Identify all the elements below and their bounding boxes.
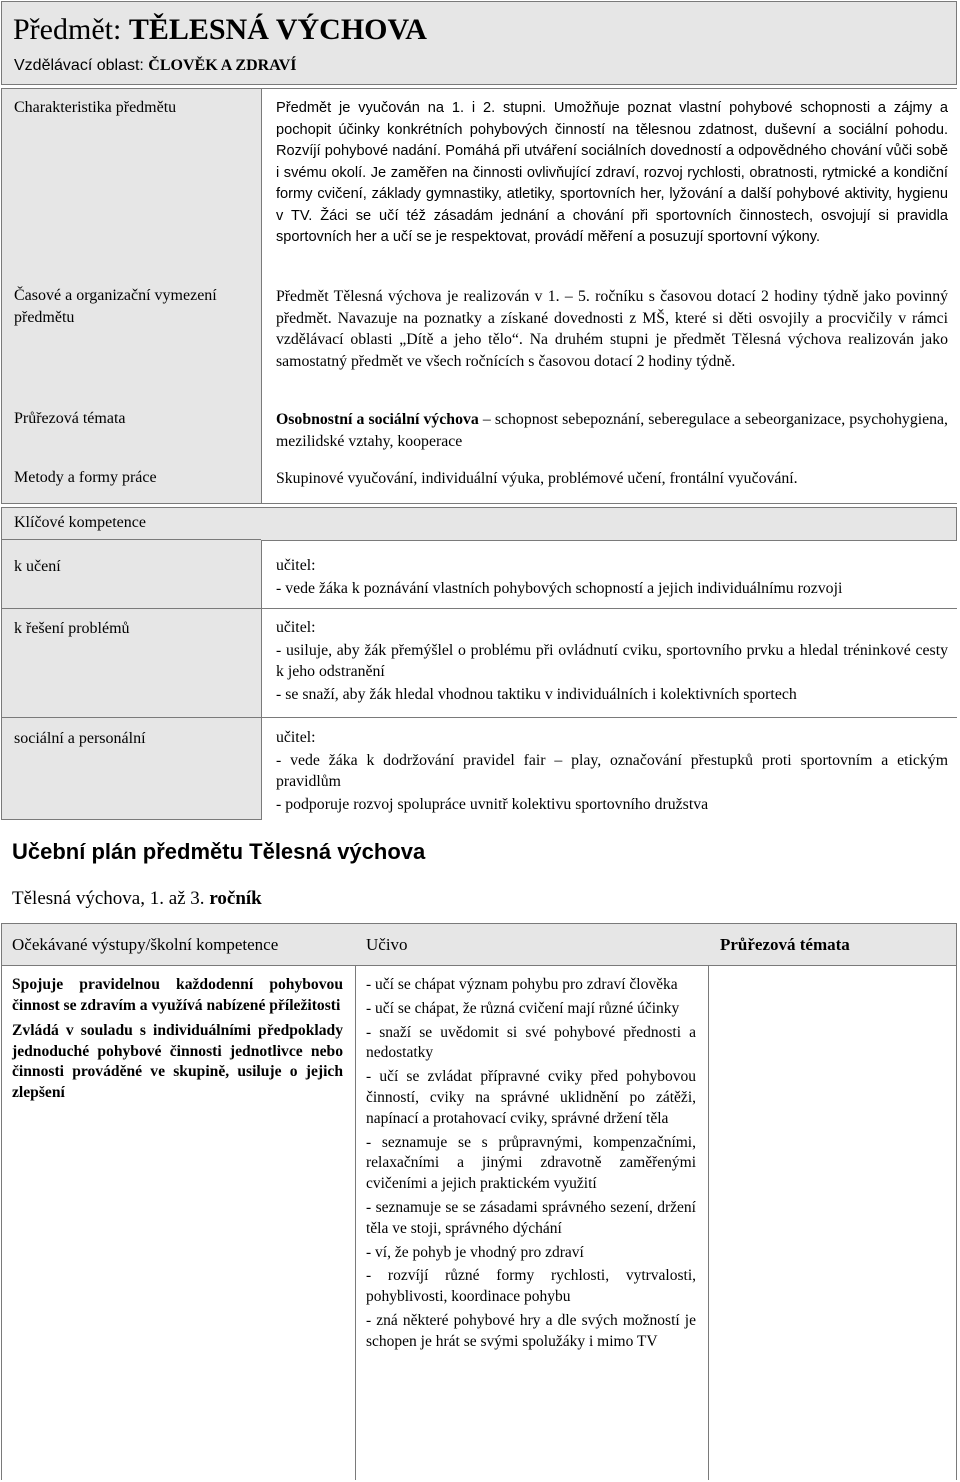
competence-item: - usiluje, aby žák přemýšlel o problému při ovládnutí cviku, sportovního prvku a hledal tréninkové cesty k jeho odstranění (276, 642, 948, 680)
content-item: - učí se chápat, že různá cvičení mají různé účinky (366, 999, 680, 1017)
content-item: - rozvíjí různé formy rychlosti, vytrvalosti, pohyblivosti, koordinace pohybu (366, 1267, 696, 1306)
plan-outputs (12, 975, 343, 1103)
output-item: Zvládá v souladu s individuálními předpoklady jednoduché pohybové činnosti jednotlivce nebo činnosti prováděné ve skupině, usiluje o jejich zlepšení (12, 1022, 343, 1101)
col-content-header: Učivo (366, 935, 408, 954)
competences-heading: Klíčové kompetence (14, 514, 146, 531)
competence-learning (276, 555, 948, 599)
content-item: - seznamuje se s průpravnými, kompenzačními, relaxačními a jinými zdravotně zaměřenými cvičeními a jejich praktickém využití (366, 1133, 696, 1193)
teacher-label: učitel: (276, 557, 316, 574)
content-item: - snaží se uvědomit si své pohybové přednosti a nedostatky (366, 1023, 696, 1062)
teacher-label: učitel: (276, 729, 316, 746)
cross-topics-label: Průřezová témata (14, 410, 126, 427)
content-item: - učí se zvládat přípravné cviky před pohybovou činností, cviky na správné uklidnění po zátěži, napínací a protahovací cviky, správné držení těla (366, 1068, 696, 1127)
methods-text: Skupinové vyučování, individuální výuka, problémové učení, frontální vyučování. (276, 470, 798, 487)
output-item: Spojuje pravidelnou každodenní pohybovou činnost se zdravím a využívá nabízené příležitosti (12, 976, 343, 1014)
characteristics-label: Charakteristika předmětu (14, 99, 177, 116)
content-item: - ví, že pohyb je vhodný pro zdraví (366, 1243, 584, 1261)
competence-name-social: sociální a personální (14, 730, 146, 747)
competence-item: - vede žáka k dodržování pravidel fair – play, označování přestupků proti sportovním a etickým pravidlům (276, 752, 948, 790)
content-item: - zná některé pohybové hry a dle svých možností je schopen je hrát se svými spolužáky i mimo TV (366, 1311, 696, 1350)
competence-item: - se snaží, aby žák hledal vhodnou taktiku v individuálních i kolektivních sportech (276, 686, 797, 703)
col-topics-header: Průřezová témata (720, 935, 850, 954)
content-item: - učí se chápat význam pohybu pro zdraví člověka (366, 976, 678, 993)
time-org-label: Časové a organizační vymezení předmětu (14, 287, 217, 326)
grade-heading: Tělesná výchova, 1. až 3. ročník (12, 888, 262, 909)
competence-item: - vede žáka k poznávání vlastních pohybových schopností a jejich individuálnímu rozvoji (276, 580, 843, 597)
subject-header (1, 1, 957, 85)
methods-label: Metody a formy práce (14, 469, 157, 486)
competence-social (276, 727, 948, 815)
subject-title: Předmět: TĚLESNÁ VÝCHOVA (13, 13, 427, 46)
time-org-text: Předmět Tělesná výchova je realizován v 1. – 5. ročníku s časovou dotací 2 hodiny týdně jako povinný předmět. Navazuje na poznatky a získané dovednosti z MŠ, které si děti osvojily a procvičily v rámci vzdělávací oblasti „Dítě a jeho tělo“. Na druhém stupni je předmět Tělesná výchova realizován jako samostatný předmět ve všech ročnících s časovou dotací 2 hodiny týdně. (276, 288, 948, 370)
col-outputs-header: Očekávané výstupy/školní kompetence (12, 935, 279, 954)
teacher-label: učitel: (276, 619, 316, 636)
subject-area: Vzdělávací oblast: ČLOVĚK A ZDRAVÍ (14, 57, 297, 74)
competence-name-problems: k řešení problémů (14, 620, 130, 637)
plan-content (366, 975, 696, 1356)
plan-heading: Učební plán předmětu Tělesná výchova (12, 839, 426, 864)
competence-name-learning: k učení (14, 558, 61, 575)
characteristics-text: Předmět je vyučován na 1. i 2. stupni. Umožňuje poznat vlastní pohybové schopnosti a zájmy a pochopit účinky konkrétních pohybových činností na tělesnou zdatnost, duševní a sociální pohodu. Rozvíjí pohybové nadání. Pomáhá při utváření sociálních dovedností a odpovědného chování vůči sobě i svému okolí. Je zaměřen na činnosti ovlivňující zdraví, rozvoj rychlosti, obratnosti, rytmické a kondiční formy cvičení, základy gymnastiky, atletiky, sportovních her, lyžování a další pohybové aktivity, hygienu v TV. Žáci se učí též zásadám jednání a chování při sportovních činnostech, osvojují si pravidla sportovních her a učí se je respektovat, provádí měření a posuzují sportovní výkony. (276, 100, 948, 245)
content-item: - seznamuje se se zásadami správného sezení, držení těla ve stoji, správného dýchání (366, 1198, 696, 1237)
competence-problems (276, 617, 948, 705)
cross-topics-text: Osobnostní a sociální výchova – schopnost sebepoznání, seberegulace a sebeorganizace, psychohygiena, mezilidské vztahy, kooperace (276, 411, 948, 450)
competence-item: - podporuje rozvoj spolupráce uvnitř kolektivu sportovního družstva (276, 796, 709, 813)
